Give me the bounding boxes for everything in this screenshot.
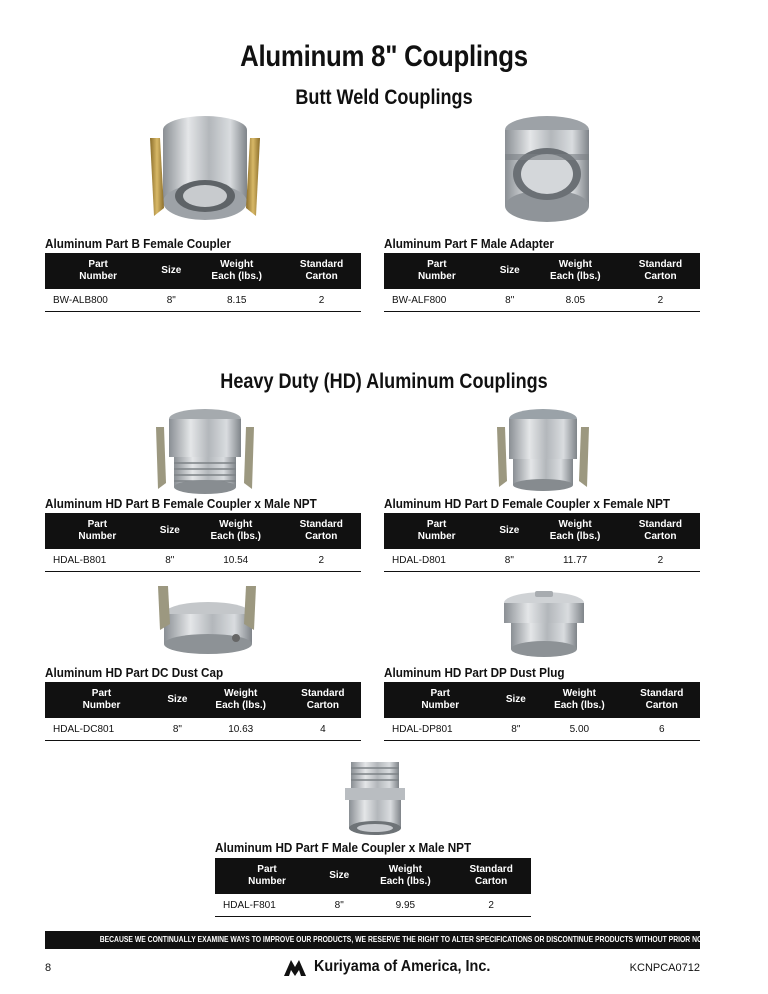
male-coupler-male-npt-icon (335, 758, 415, 838)
dust-plug-icon (497, 587, 592, 662)
brand-name: Kuriyama of America, Inc. (314, 958, 491, 975)
header-carton: Standard Carton (623, 682, 700, 718)
table-row: HDAL-B801 8" 10.54 2 (45, 549, 361, 572)
table-row: BW-ALB800 8" 8.15 2 (45, 289, 361, 312)
product-title: Aluminum Part F Male Adapter (384, 236, 554, 251)
header-weight: Weight Each (lbs.) (535, 682, 623, 718)
header-weight: Weight Each (lbs.) (191, 253, 282, 289)
product-title: Aluminum Part B Female Coupler (45, 236, 231, 251)
product-title: Aluminum HD Part F Male Coupler x Male NPT (215, 840, 472, 855)
kuriyama-logo-icon (282, 956, 308, 978)
table-row: HDAL-F801 8" 9.95 2 (215, 894, 531, 917)
header-carton: Standard Carton (282, 513, 361, 549)
spec-table (45, 513, 361, 572)
header-part-number: Part Number (215, 858, 319, 894)
dust-cap-icon (150, 580, 265, 665)
header-carton: Standard Carton (285, 682, 361, 718)
header-weight: Weight Each (lbs.) (529, 513, 620, 549)
brand (282, 955, 510, 979)
header-part-number: Part Number (384, 253, 490, 289)
header-part-number: Part Number (384, 682, 496, 718)
spec-table (45, 253, 361, 312)
product-title: Aluminum HD Part DC Dust Cap (45, 665, 224, 680)
spec-table (384, 682, 700, 741)
document-code: KCNPCA0712 (629, 962, 700, 974)
header-carton: Standard Carton (621, 513, 700, 549)
page-title: Aluminum 8" Couplings (240, 40, 528, 73)
product-title: Aluminum HD Part DP Dust Plug (384, 665, 565, 680)
product-title: Aluminum HD Part D Female Coupler x Female NPT (384, 496, 671, 511)
table-row: HDAL-DP801 8" 5.00 6 (384, 718, 700, 741)
header-carton: Standard Carton (451, 858, 531, 894)
header-weight: Weight Each (lbs.) (530, 253, 621, 289)
page-number: 8 (45, 962, 52, 974)
spec-table (45, 682, 361, 741)
section-title-heavy-duty: Heavy Duty (HD) Aluminum Couplings (220, 370, 548, 393)
header-part-number: Part Number (384, 513, 489, 549)
header-weight: Weight Each (lbs.) (197, 682, 285, 718)
header-size: Size (151, 253, 191, 289)
section-title-butt-weld: Butt Weld Couplings (295, 86, 473, 109)
header-weight: Weight Each (lbs.) (190, 513, 282, 549)
disclaimer-text: BECAUSE WE CONTINUALLY EXAMINE WAYS TO IMPROVE OUR PRODUCTS, WE RESERVE THE RIGHT TO ALTER SPECIFICATIONS OR DISCONTINUE PRODUCTS WITHOUT PRIOR NOTICE. (99, 935, 720, 944)
table-row: BW-ALF800 8" 8.05 2 (384, 289, 700, 312)
header-size: Size (150, 513, 190, 549)
product-title: Aluminum HD Part B Female Coupler x Male NPT (45, 496, 317, 511)
spec-table (384, 253, 700, 312)
female-coupler-icon (140, 108, 270, 228)
header-size: Size (496, 682, 535, 718)
female-coupler-female-npt-icon (493, 405, 593, 495)
header-size: Size (158, 682, 197, 718)
female-coupler-male-npt-icon (150, 405, 260, 495)
table-row: HDAL-DC801 8" 10.63 4 (45, 718, 361, 741)
header-size: Size (489, 513, 529, 549)
header-size: Size (319, 858, 359, 894)
header-carton: Standard Carton (621, 253, 700, 289)
header-part-number: Part Number (45, 513, 150, 549)
spec-table (384, 513, 700, 572)
male-adapter-icon (497, 110, 597, 228)
header-part-number: Part Number (45, 253, 151, 289)
disclaimer-bar (45, 931, 720, 949)
header-size: Size (490, 253, 530, 289)
table-row: HDAL-D801 8" 11.77 2 (384, 549, 700, 572)
header-weight: Weight Each (lbs.) (359, 858, 451, 894)
header-part-number: Part Number (45, 682, 158, 718)
header-carton: Standard Carton (282, 253, 361, 289)
spec-table (215, 858, 531, 917)
